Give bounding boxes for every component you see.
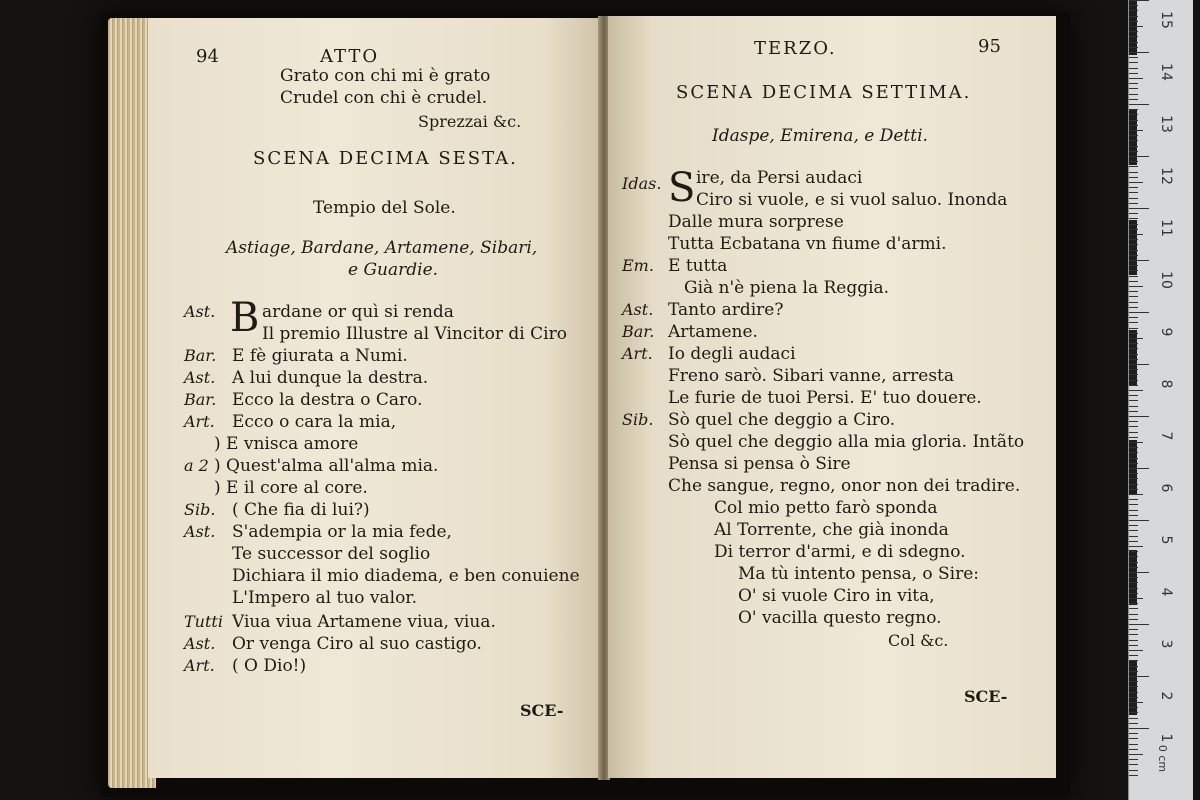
- ruler-tick: [1129, 182, 1143, 183]
- ruler-tick: [1129, 723, 1138, 724]
- ruler-number: 7: [1158, 431, 1174, 441]
- ruler-tick: [1129, 73, 1138, 74]
- dialogue-line: ( O Dio!): [232, 656, 307, 676]
- ruler-tick: [1129, 390, 1143, 391]
- speaker: Art.: [622, 344, 653, 363]
- dialogue-line: Io degli audaci: [668, 344, 796, 364]
- dialogue-line: L'Impero al tuo valor.: [232, 588, 417, 608]
- ruler-tick: [1129, 494, 1143, 495]
- ruler-tick: [1129, 536, 1138, 537]
- ruler-tick: [1129, 447, 1138, 448]
- dialogue-line: Che sangue, regno, onor non dei tradire.: [668, 476, 1021, 496]
- ruler-tick: [1129, 203, 1138, 204]
- ruler-tick: [1129, 187, 1138, 188]
- aria-line: Al Torrente, che già inonda: [714, 520, 949, 540]
- ruler-number: 2: [1158, 691, 1174, 701]
- ruler-tick: [1129, 213, 1138, 214]
- ruler-tick: [1129, 432, 1138, 433]
- ruler-tick: [1129, 478, 1138, 479]
- ruler-tick: [1129, 47, 1138, 48]
- ruler-tick: [1129, 406, 1138, 407]
- left-catchword: SCE-: [520, 701, 564, 720]
- ruler-tick: [1129, 296, 1138, 297]
- ruler-tick: [1129, 156, 1149, 157]
- speaker: Bar.: [184, 346, 217, 365]
- ruler-tick: [1129, 634, 1138, 635]
- ruler-tick: [1129, 0, 1149, 1]
- ruler-tick: [1129, 515, 1138, 516]
- ruler-tick: [1129, 541, 1138, 542]
- ruler-tick: [1129, 770, 1138, 771]
- characters-line-2: e Guardie.: [348, 260, 439, 280]
- ruler-tick: [1129, 697, 1138, 698]
- speaker: Ast.: [622, 300, 654, 319]
- ruler-tick: [1129, 62, 1138, 63]
- dialogue-line: Pensa si pensa ò Sire: [668, 454, 851, 474]
- closing-cue: Sprezzai &c.: [418, 112, 522, 131]
- ruler-tick: [1129, 130, 1143, 131]
- dialogue-line: ( Che fia di lui?): [232, 500, 370, 520]
- ruler-tick: [1129, 239, 1138, 240]
- right-page: [608, 16, 1056, 778]
- ruler-tick: [1129, 395, 1138, 396]
- drop-cap: B: [230, 295, 260, 341]
- ruler-tick: [1129, 328, 1138, 329]
- ruler-tick: [1129, 572, 1149, 573]
- dialogue-line: Ecco o cara la mia,: [232, 412, 397, 432]
- ruler-tick: [1129, 692, 1138, 693]
- speaker: a 2: [184, 456, 209, 475]
- right-characters: Idaspe, Emirena, e Detti.: [712, 126, 928, 146]
- ruler-tick: [1129, 234, 1143, 235]
- ruler-tick: [1129, 125, 1138, 126]
- dialogue-line: Già n'è piena la Reggia.: [684, 278, 890, 298]
- ruler-tick: [1129, 244, 1138, 245]
- ruler-tick: [1129, 603, 1138, 604]
- ruler-tick: [1129, 78, 1143, 79]
- ruler-tick: [1129, 270, 1138, 271]
- dialogue-line: Il premio Illustre al Vincitor di Ciro: [262, 324, 567, 344]
- ruler-tick: [1129, 99, 1138, 100]
- ruler-tick: [1129, 666, 1138, 667]
- ruler-tick: [1129, 255, 1138, 256]
- dialogue-line: Artamene.: [668, 322, 758, 342]
- speaker: Bar.: [184, 390, 217, 409]
- ruler-tick: [1129, 510, 1138, 511]
- ruler-tick: [1129, 707, 1138, 708]
- ruler-tick: [1129, 733, 1138, 734]
- ruler-tick: [1129, 468, 1149, 469]
- ruler-number: 12: [1158, 167, 1174, 185]
- ruler-tick: [1129, 416, 1149, 417]
- ruler-tick: [1129, 499, 1138, 500]
- dialogue-line: ) E vnisca amore: [214, 434, 359, 454]
- ruler-number: 3: [1158, 639, 1174, 649]
- ruler-tick: [1129, 458, 1138, 459]
- ruler-tick: [1129, 364, 1149, 365]
- ruler-tick: [1129, 16, 1138, 17]
- ruler-tick: [1129, 744, 1138, 745]
- ruler-tick: [1129, 338, 1143, 339]
- ruler-tick: [1129, 655, 1138, 656]
- ruler-number: 9: [1158, 327, 1174, 337]
- dialogue-line: Le furie de tuoi Persi. E' tuo douere.: [668, 388, 982, 408]
- ruler-tick: [1129, 120, 1138, 121]
- ruler-tick: [1129, 68, 1138, 69]
- ruler-tick: [1129, 229, 1138, 230]
- ruler-tick: [1129, 660, 1138, 661]
- speaker: Ast.: [184, 634, 216, 653]
- dialogue-line: Ecco la destra o Caro.: [232, 390, 423, 410]
- ruler-tick: [1129, 645, 1138, 646]
- ruler-tick: [1129, 718, 1138, 719]
- aria-line: Ma tù intento pensa, o Sire:: [738, 564, 980, 584]
- ruler-tick: [1129, 52, 1149, 53]
- aria-line: O' vacilla questo regno.: [738, 608, 942, 628]
- dialogue-line: Ciro si vuole, e si vuol saluo. Inonda: [696, 190, 1008, 210]
- ruler-tick: [1129, 260, 1149, 261]
- speaker: Art.: [184, 656, 215, 675]
- ruler-tick: [1129, 104, 1149, 105]
- ruler-tick: [1129, 676, 1149, 677]
- drop-cap: S: [668, 165, 696, 211]
- ruler-number: 6: [1158, 483, 1174, 493]
- ruler-tick: [1129, 250, 1138, 251]
- characters-line-1: Astiage, Bardane, Artamene, Sibari,: [226, 238, 538, 258]
- ruler-tick: [1129, 31, 1138, 32]
- ruler-tick: [1129, 442, 1143, 443]
- ruler-tick: [1129, 749, 1138, 750]
- ruler-unit-label: 0 cm: [1156, 744, 1170, 773]
- ruler-tick: [1129, 94, 1138, 95]
- right-page-number: 95: [978, 36, 1001, 57]
- ruler-tick: [1129, 21, 1138, 22]
- dialogue-line: Or venga Ciro al suo castigo.: [232, 634, 482, 654]
- dialogue-line: Tutta Ecbatana vn fiume d'armi.: [668, 234, 947, 254]
- dialogue-line: Sò quel che deggio a Ciro.: [668, 410, 896, 430]
- speaker: Ast.: [184, 522, 216, 541]
- ruler-tick: [1129, 598, 1143, 599]
- ruler-tick: [1129, 421, 1138, 422]
- right-scene-title: SCENA DECIMA SETTIMA.: [676, 82, 972, 103]
- speaker: Sib.: [622, 410, 654, 429]
- ruler-tick: [1129, 702, 1143, 703]
- ruler-tick: [1129, 276, 1138, 277]
- ruler-tick: [1129, 629, 1138, 630]
- ruler-number: 10: [1158, 271, 1174, 289]
- ruler-number: 4: [1158, 587, 1174, 597]
- ruler-tick: [1129, 681, 1138, 682]
- right-closing-cue: Col &c.: [888, 631, 949, 650]
- dialogue-line: Freno sarò. Sibari vanne, arresta: [668, 366, 955, 386]
- ruler-number: 14: [1158, 63, 1174, 81]
- dialogue-line: Sò quel che deggio alla mia gloria. Intãto: [668, 432, 1025, 452]
- ruler-tick: [1129, 754, 1143, 755]
- ruler-tick: [1129, 88, 1138, 89]
- dialogue-line: Viua viua Artamene viua, viua.: [232, 612, 496, 632]
- ruler-tick: [1129, 380, 1138, 381]
- dialogue-line: ) E il core al core.: [214, 478, 368, 498]
- setting: Tempio del Sole.: [313, 198, 456, 218]
- ruler-tick: [1129, 317, 1138, 318]
- measurement-ruler: [1128, 0, 1193, 800]
- ruler-tick: [1129, 385, 1138, 386]
- ruler-tick: [1129, 354, 1138, 355]
- ruler-tick: [1129, 57, 1138, 58]
- ruler-tick: [1129, 452, 1138, 453]
- speaker: Ast.: [184, 302, 216, 321]
- ruler-tick: [1129, 5, 1138, 6]
- ruler-tick: [1129, 608, 1138, 609]
- ruler-tick: [1129, 484, 1138, 485]
- ruler-tick: [1129, 208, 1149, 209]
- left-page-number: 94: [196, 46, 219, 67]
- ruler-tick: [1129, 614, 1138, 615]
- dialogue-line: E tutta: [668, 256, 728, 276]
- closing-line-2: Crudel con chi è crudel.: [280, 88, 488, 108]
- ruler-tick: [1129, 177, 1138, 178]
- ruler-tick: [1129, 172, 1138, 173]
- speaker: Tutti: [184, 612, 223, 631]
- ruler-tick: [1129, 671, 1138, 672]
- ruler-tick: [1129, 650, 1143, 651]
- ruler-tick: [1129, 109, 1138, 110]
- ruler-tick: [1129, 712, 1138, 713]
- ruler-tick: [1129, 146, 1138, 147]
- speaker: Bar.: [622, 322, 655, 341]
- ruler-tick: [1129, 463, 1138, 464]
- ruler-tick: [1129, 374, 1138, 375]
- ruler-tick: [1129, 738, 1138, 739]
- ruler-tick: [1129, 302, 1138, 303]
- aria-line: O' si vuole Ciro in vita,: [738, 586, 935, 606]
- left-scene-title: SCENA DECIMA SESTA.: [253, 148, 518, 169]
- ruler-tick: [1129, 473, 1138, 474]
- speaker: Sib.: [184, 500, 216, 519]
- ruler-tick: [1129, 291, 1138, 292]
- ruler-tick: [1129, 400, 1138, 401]
- speaker: Idas.: [622, 174, 662, 193]
- ruler-tick: [1129, 775, 1138, 776]
- aria-line: Col mio petto farò sponda: [714, 498, 938, 518]
- dialogue-line: S'adempia or la mia fede,: [232, 522, 452, 542]
- ruler-tick: [1129, 530, 1138, 531]
- ruler-number: 11: [1158, 219, 1174, 237]
- ruler-tick: [1129, 114, 1138, 115]
- ruler-tick: [1129, 151, 1138, 152]
- dialogue-line: ardane or quì si renda: [262, 302, 454, 322]
- speaker: Ast.: [184, 368, 216, 387]
- ruler-number: 13: [1158, 115, 1174, 133]
- dialogue-line: Te successor del soglio: [232, 544, 431, 564]
- speaker: Art.: [184, 412, 215, 431]
- ruler-tick: [1129, 562, 1138, 563]
- ruler-tick: [1129, 307, 1138, 308]
- dialogue-line: Dichiara il mio diadema, e ben conuiene: [232, 566, 580, 586]
- dialogue-line: E fè giurata a Numi.: [232, 346, 408, 366]
- ruler-tick: [1129, 582, 1138, 583]
- ruler-tick: [1129, 411, 1138, 412]
- right-catchword: SCE-: [964, 687, 1008, 706]
- ruler-tick: [1129, 624, 1149, 625]
- ruler-tick: [1129, 619, 1138, 620]
- ruler-tick: [1129, 556, 1138, 557]
- ruler-number: 1: [1158, 733, 1174, 743]
- ruler-tick: [1129, 166, 1138, 167]
- speaker: Em.: [622, 256, 654, 275]
- left-running-head: ATTO: [320, 46, 380, 67]
- ruler-tick: [1129, 161, 1138, 162]
- ruler-tick: [1129, 640, 1138, 641]
- ruler-tick: [1129, 588, 1138, 589]
- ruler-tick: [1129, 286, 1143, 287]
- ruler-number: 8: [1158, 379, 1174, 389]
- ruler-tick: [1129, 577, 1138, 578]
- ruler-tick: [1129, 26, 1143, 27]
- aria-line: Di terror d'armi, e di sdegno.: [714, 542, 966, 562]
- left-page: [148, 18, 600, 778]
- ruler-tick: [1129, 140, 1138, 141]
- ruler-tick: [1129, 224, 1138, 225]
- ruler-tick: [1129, 192, 1138, 193]
- ruler-tick: [1129, 551, 1138, 552]
- ruler-tick: [1129, 281, 1138, 282]
- ruler-tick: [1129, 265, 1138, 266]
- ruler-tick: [1129, 520, 1149, 521]
- ruler-tick: [1129, 437, 1138, 438]
- ruler-number: 5: [1158, 535, 1174, 545]
- dialogue-line: Tanto ardire?: [668, 300, 784, 320]
- ruler-tick: [1129, 369, 1138, 370]
- ruler-tick: [1129, 546, 1143, 547]
- ruler-number: 15: [1158, 11, 1174, 29]
- ruler-tick: [1129, 504, 1138, 505]
- ruler-tick: [1129, 36, 1138, 37]
- ruler-tick: [1129, 42, 1138, 43]
- ruler-tick: [1129, 728, 1149, 729]
- ruler-tick: [1129, 10, 1138, 11]
- dialogue-line: Dalle mura sorprese: [668, 212, 844, 232]
- ruler-tick: [1129, 593, 1138, 594]
- ruler-tick: [1129, 312, 1149, 313]
- ruler-tick: [1129, 343, 1138, 344]
- ruler-tick: [1129, 198, 1138, 199]
- ruler-tick: [1129, 489, 1138, 490]
- ruler-tick: [1129, 764, 1138, 765]
- ruler-tick: [1129, 333, 1138, 334]
- ruler-tick: [1129, 426, 1138, 427]
- ruler-tick: [1129, 567, 1138, 568]
- dialogue-line: A lui dunque la destra.: [232, 368, 429, 388]
- ruler-tick: [1129, 135, 1138, 136]
- ruler-tick: [1129, 686, 1138, 687]
- ruler-tick: [1129, 359, 1138, 360]
- ruler-tick: [1129, 525, 1138, 526]
- ruler-tick: [1129, 218, 1138, 219]
- ruler-tick: [1129, 322, 1138, 323]
- closing-line-1: Grato con chi mi è grato: [280, 66, 491, 86]
- dialogue-line: ire, da Persi audaci: [696, 168, 863, 188]
- right-running-head: TERZO.: [754, 38, 837, 59]
- ruler-tick: [1129, 83, 1138, 84]
- ruler-tick: [1129, 759, 1138, 760]
- dialogue-line: ) Quest'alma all'alma mia.: [214, 456, 439, 476]
- ruler-tick: [1129, 348, 1138, 349]
